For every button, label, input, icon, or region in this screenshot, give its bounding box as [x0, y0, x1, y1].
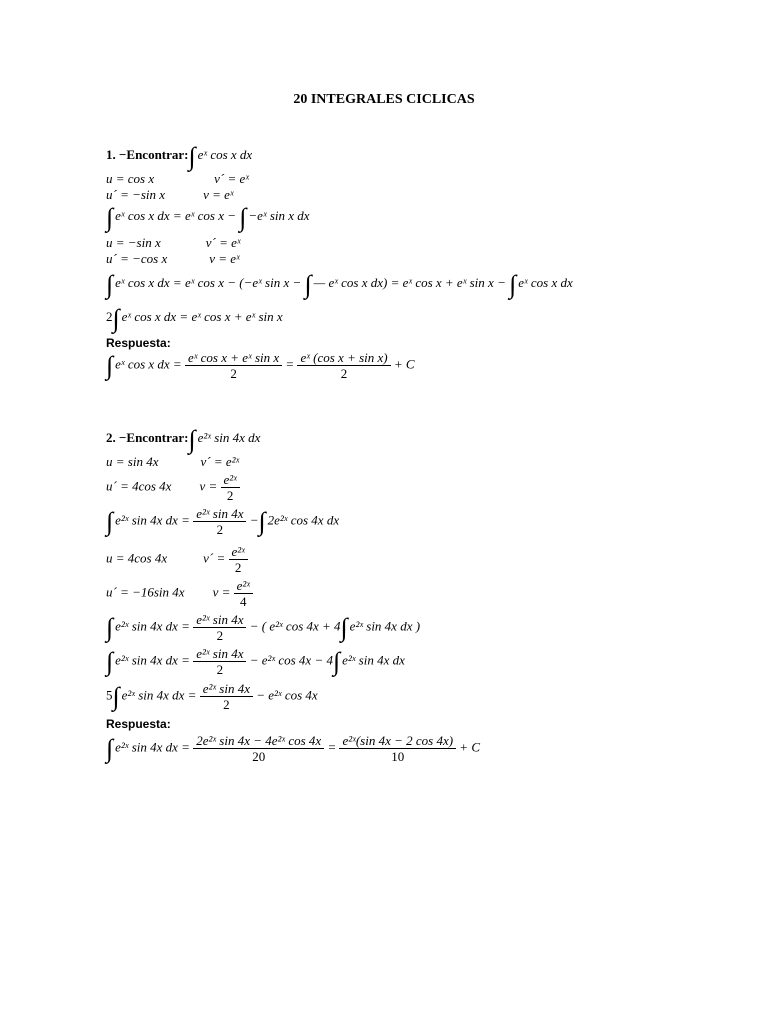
p1-u2: u = −sin x	[106, 235, 161, 250]
integral-sign: ∫	[106, 203, 114, 232]
p1-parts-2b: — eˣ cos x dx) = eˣ cos x + eˣ sin x −	[313, 275, 506, 290]
problem-1-header	[106, 142, 252, 172]
p2-parts-1-fraction	[193, 506, 246, 537]
p2-parts-2b: − ( e²ˣ cos 4x + 4	[249, 618, 341, 634]
p2-coef: 5	[106, 687, 113, 703]
p1-dv: v´ = eˣ	[214, 171, 249, 186]
numerator: e²ˣ	[221, 472, 240, 488]
p2-answer-fraction-2	[339, 733, 456, 764]
p1-answer-fraction-2	[297, 350, 390, 381]
integral-sign: ∫	[112, 304, 120, 333]
denominator: 4	[240, 594, 247, 609]
p2-parts-2-fraction	[193, 612, 246, 643]
p1-answer-label: Respuesta:	[106, 336, 171, 350]
p1-dv2: v´ = eˣ	[205, 235, 241, 250]
p1-du2: u´ = −cos x	[106, 251, 168, 266]
denominator: 2	[230, 366, 237, 381]
p2-line-3	[106, 506, 339, 537]
p1-line-3	[106, 203, 310, 233]
p2-v2-fraction	[234, 578, 253, 609]
page-title: 20 INTEGRALES CICLICAS	[293, 92, 475, 107]
problem-2-header	[106, 425, 260, 455]
numerator: e²ˣ sin 4x	[193, 646, 246, 662]
p1-line-1	[106, 171, 249, 187]
denominator: 2	[216, 522, 224, 537]
denominator: 2	[226, 488, 234, 503]
integral-sign: ∫	[106, 351, 114, 381]
p2-dv2: v´ =	[203, 550, 226, 566]
p1-answer-lhs: eˣ cos x dx =	[115, 356, 182, 372]
p2-parts-3a: e²ˣ sin 4x dx =	[115, 652, 190, 668]
p1-coef: 2	[106, 309, 113, 324]
problem-1-label: 1. −Encontrar:	[106, 147, 189, 162]
p2-v: v =	[199, 478, 218, 494]
p2-parts-3-fraction	[193, 646, 246, 677]
p1-answer-fraction-1	[185, 350, 282, 381]
equals: =	[285, 356, 295, 372]
denominator: 2	[216, 662, 224, 677]
integral-sign: ∫	[340, 613, 348, 643]
p2-dv: v´ = e²ˣ	[200, 454, 240, 469]
p1-v: v = eˣ	[203, 187, 234, 202]
integral-sign: ∫	[112, 682, 120, 712]
p1-parts-1: eˣ cos x dx = eˣ cos x −	[115, 208, 237, 223]
p2-dv2-fraction	[229, 544, 248, 575]
denominator: 2	[234, 560, 242, 575]
constant: + C	[393, 356, 415, 372]
minus: −	[249, 512, 259, 528]
p2-u: u = sin 4x	[106, 454, 159, 469]
integral-sign: ∫	[106, 647, 114, 677]
integral-sign: ∫	[188, 425, 196, 454]
p2-combined-rest: − e²ˣ cos 4x	[256, 687, 318, 703]
p2-du: u´ = 4cos 4x	[106, 478, 172, 494]
integral-sign: ∫	[188, 142, 196, 171]
p1-parts-1-rest: −eˣ sin x dx	[248, 208, 310, 223]
integral-sign: ∫	[106, 613, 114, 643]
integral-sign: ∫	[106, 507, 114, 537]
p1-line-4	[106, 235, 241, 251]
p2-u2: u = 4cos 4x	[106, 550, 168, 566]
p2-du2: u´ = −16sin 4x	[106, 584, 185, 600]
p2-line-6	[106, 612, 420, 643]
p2-answer	[106, 733, 480, 764]
constant: + C	[459, 739, 480, 755]
p1-line-2	[106, 187, 234, 203]
numerator: eˣ (cos x + sin x)	[297, 350, 390, 366]
denominator: 2	[223, 697, 230, 712]
p2-parts-3b: − e²ˣ cos 4x − 4	[249, 652, 333, 668]
p1-parts-2c: eˣ cos x dx	[518, 275, 573, 290]
numerator: e²ˣ	[229, 544, 248, 560]
p2-line-8	[106, 681, 318, 712]
p2-line-1	[106, 454, 239, 470]
integral-sign: ∫	[332, 647, 341, 677]
equals: =	[327, 739, 337, 755]
p2-line-5	[106, 578, 253, 609]
numerator: 2e²ˣ sin 4x − 4e²ˣ cos 4x	[193, 733, 324, 749]
p1-line-7	[106, 304, 283, 334]
p2-parts-1-rest: 2e²ˣ cos 4x dx	[267, 512, 340, 528]
p2-parts-2c: e²ˣ sin 4x dx )	[349, 618, 421, 634]
integral-sign: ∫	[106, 270, 114, 299]
numerator: e²ˣ	[234, 578, 253, 594]
integral-sign: ∫	[239, 203, 247, 232]
p1-answer	[106, 350, 415, 381]
denominator: 20	[252, 749, 266, 764]
problem-2-label: 2. −Encontrar:	[106, 430, 189, 445]
p2-combined: e²ˣ sin 4x dx =	[121, 687, 197, 703]
p1-combined: eˣ cos x dx = eˣ cos x + eˣ sin x	[121, 309, 283, 324]
p2-parts-1: e²ˣ sin 4x dx =	[115, 512, 190, 528]
integral-sign: ∫	[106, 734, 114, 764]
p2-parts-3c: e²ˣ sin 4x dx	[342, 652, 405, 668]
p2-answer-fraction-1	[193, 733, 324, 764]
problem-2-expression: e²ˣ sin 4x dx	[197, 430, 261, 445]
p1-parts-2a: eˣ cos x dx = eˣ cos x − (−eˣ sin x −	[115, 275, 302, 290]
p2-line-4	[106, 544, 248, 575]
integral-sign: ∫	[258, 507, 266, 537]
denominator: 2	[340, 366, 348, 381]
p2-answer-label: Respuesta:	[106, 717, 171, 731]
p1-u: u = cos x	[106, 171, 155, 186]
numerator: eˣ cos x + eˣ sin x	[185, 350, 282, 366]
p1-line-5	[106, 251, 240, 267]
problem-1-expression: eˣ cos x dx	[197, 147, 253, 162]
integral-sign: ∫	[304, 270, 312, 299]
p2-combined-fraction	[200, 681, 253, 712]
p1-line-6	[106, 270, 573, 300]
denominator: 2	[216, 628, 224, 643]
p2-answer-lhs: e²ˣ sin 4x dx =	[115, 739, 190, 755]
integral-sign: ∫	[509, 270, 517, 299]
p2-parts-2a: e²ˣ sin 4x dx =	[115, 618, 190, 634]
p1-v2: v = eˣ	[209, 251, 240, 266]
p2-v2: v =	[212, 584, 231, 600]
p2-line-2	[106, 472, 240, 503]
numerator: e²ˣ sin 4x	[193, 506, 246, 522]
p2-v-fraction	[221, 472, 240, 503]
numerator: e²ˣ(sin 4x − 2 cos 4x)	[339, 733, 456, 749]
p1-du: u´ = −sin x	[106, 187, 166, 202]
numerator: e²ˣ sin 4x	[193, 612, 246, 628]
p2-line-7	[106, 646, 405, 677]
denominator: 10	[391, 749, 405, 764]
numerator: e²ˣ sin 4x	[200, 681, 253, 697]
